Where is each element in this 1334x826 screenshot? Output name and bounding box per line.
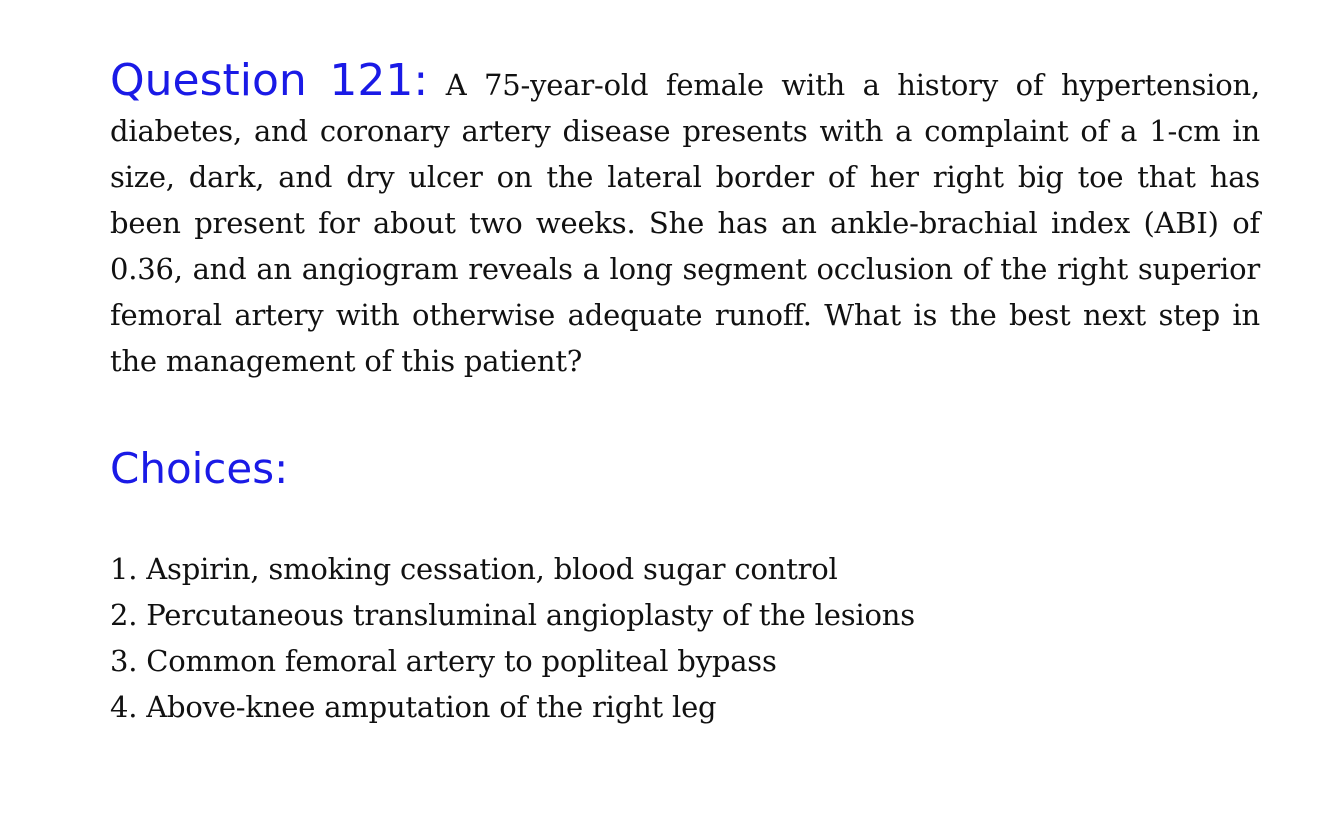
question-text: A 75-year-old female with a history of hypertension, diabetes, and coronary artery disease presents with a complaint of a 1-cm in size, dark, and dry ulcer on the lateral border of her right big toe that has been present for about two weeks. She has an ankle-brachial index (ABI) of 0.36, and an angiogram reveals a long segment occlusion of the right superior femoral artery with otherwise adequate runoff. What is the best next step in the management of this patient? — [110, 68, 1260, 378]
question-page — [110, 55, 1260, 730]
question-label: Question 121: — [110, 55, 429, 106]
choice-item: 4. Above-knee amputation of the right leg — [110, 690, 717, 724]
choices-list — [110, 546, 1260, 730]
choice-item: 2. Percutaneous transluminal angioplasty of the lesions — [110, 598, 915, 632]
question-block — [110, 55, 1260, 384]
choice-item: 1. Aspirin, smoking cessation, blood sugar control — [110, 552, 838, 586]
choices-heading: Choices: — [110, 444, 289, 493]
choice-item: 3. Common femoral artery to popliteal bypass — [110, 644, 777, 678]
